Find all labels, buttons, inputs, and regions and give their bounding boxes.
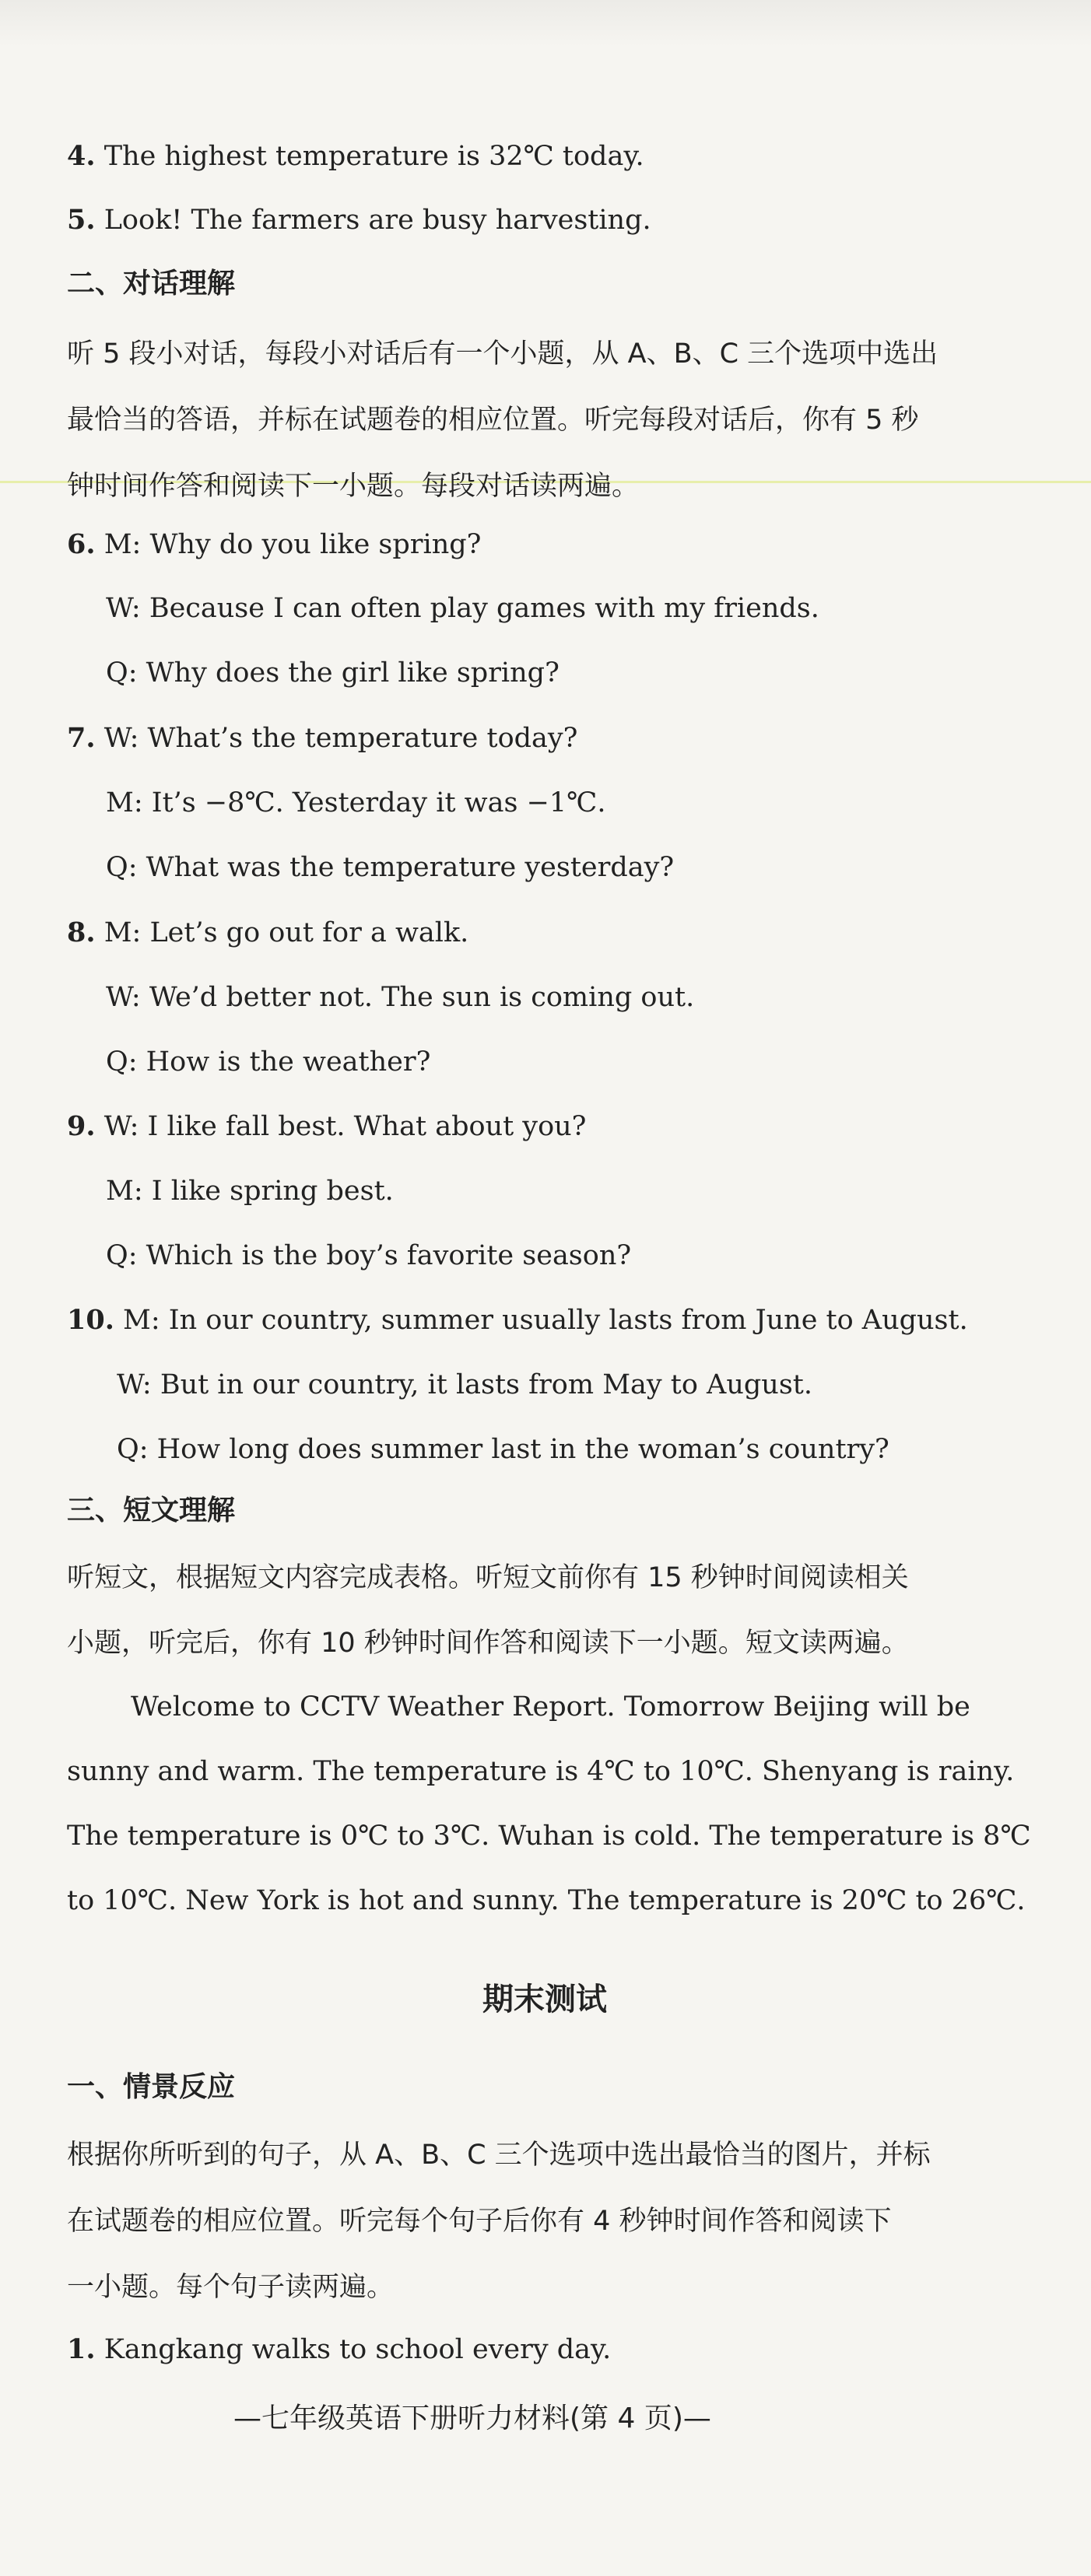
dialogue-9-question: Q: Which is the boy’s favorite season? <box>106 1240 632 1271</box>
passage-line-2: sunny and warm. The temperature is 4℃ to 10℃. Shenyang is rainy. <box>67 1756 1015 1787</box>
dialogue-8-question: Q: How is the weather? <box>106 1046 431 1078</box>
dialogue-9-line-2: M: I like spring best. <box>106 1176 394 1207</box>
dialogue-10-line-2: W: But in our country, it lasts from May to August. <box>117 1369 812 1400</box>
dialogue-10-question: Q: How long does summer last in the woman’s country? <box>117 1434 889 1465</box>
dialogue-7-question: Q: What was the temperature yesterday? <box>106 852 675 883</box>
dialogue-10-line-1: 10. M: In our country, summer usually lasts from June to August. <box>67 1304 968 1336</box>
dialogue-6-line-1: 6. M: Why do you like spring? <box>67 528 482 560</box>
heading-passage: 三、短文理解 <box>67 1495 236 1526</box>
dialogue-9-line-1: 9. W: I like fall best. What about you? <box>67 1110 587 1142</box>
scan-top-band <box>0 0 1091 47</box>
final-instructions-line-2: 在试题卷的相应位置。听完每个句子后你有 4 秒钟时间作答和阅读下 <box>67 2206 892 2237</box>
passage-instructions-line-1: 听短文，根据短文内容完成表格。听短文前你有 15 秒钟时间阅读相关 <box>67 1562 909 1593</box>
passage-line-4: to 10℃. New York is hot and sunny. The temperature is 20℃ to 26℃. <box>67 1885 1026 1916</box>
dialogue-8-line-1: 8. M: Let’s go out for a walk. <box>67 916 469 948</box>
final-instructions-line-1: 根据你所听到的句子，从 A、B、C 三个选项中选出最恰当的图片，并标 <box>67 2140 931 2171</box>
dialogue-8-line-2: W: We’d better not. The sun is coming out. <box>106 982 695 1013</box>
final-instructions-line-3: 一小题。每个句子读两遍。 <box>67 2272 395 2303</box>
dialogue-instructions-line-3: 钟时间作答和阅读下一小题。每段对话读两遍。 <box>67 471 640 502</box>
passage-line-1: Welcome to CCTV Weather Report. Tomorrow Beijing will be <box>131 1691 970 1723</box>
item-5: 5. Look! The farmers are busy harvesting. <box>67 204 651 236</box>
dialogue-instructions-line-1: 听 5 段小对话，每段小对话后有一个小题，从 A、B、C 三个选项中选出 <box>67 338 938 370</box>
dialogue-6-question: Q: Why does the girl like spring? <box>106 657 560 689</box>
passage-line-3: The temperature is 0℃ to 3℃. Wuhan is cold. The temperature is 8℃ <box>67 1821 1031 1852</box>
heading-situational-response: 一、情景反应 <box>67 2071 236 2103</box>
dialogue-7-line-2: M: It’s −8℃. Yesterday it was −1℃. <box>106 787 606 818</box>
final-item-1: 1. Kangkang walks to school every day. <box>67 2333 612 2365</box>
passage-instructions-line-2: 小题，听完后，你有 10 秒钟时间作答和阅读下一小题。短文读两遍。 <box>67 1628 909 1659</box>
page-footer: —七年级英语下册听力材料(第 4 页)— <box>233 2403 711 2434</box>
dialogue-7-line-1: 7. W: What’s the temperature today? <box>67 722 578 754</box>
dialogue-instructions-line-2: 最恰当的答语，并标在试题卷的相应位置。听完每段对话后，你有 5 秒 <box>67 405 919 436</box>
heading-dialogue: 二、对话理解 <box>67 268 236 300</box>
dialogue-6-line-2: W: Because I can often play games with my friends. <box>106 593 819 624</box>
item-4: 4. The highest temperature is 32℃ today. <box>67 140 644 172</box>
final-test-title: 期末测试 <box>482 1982 607 2017</box>
